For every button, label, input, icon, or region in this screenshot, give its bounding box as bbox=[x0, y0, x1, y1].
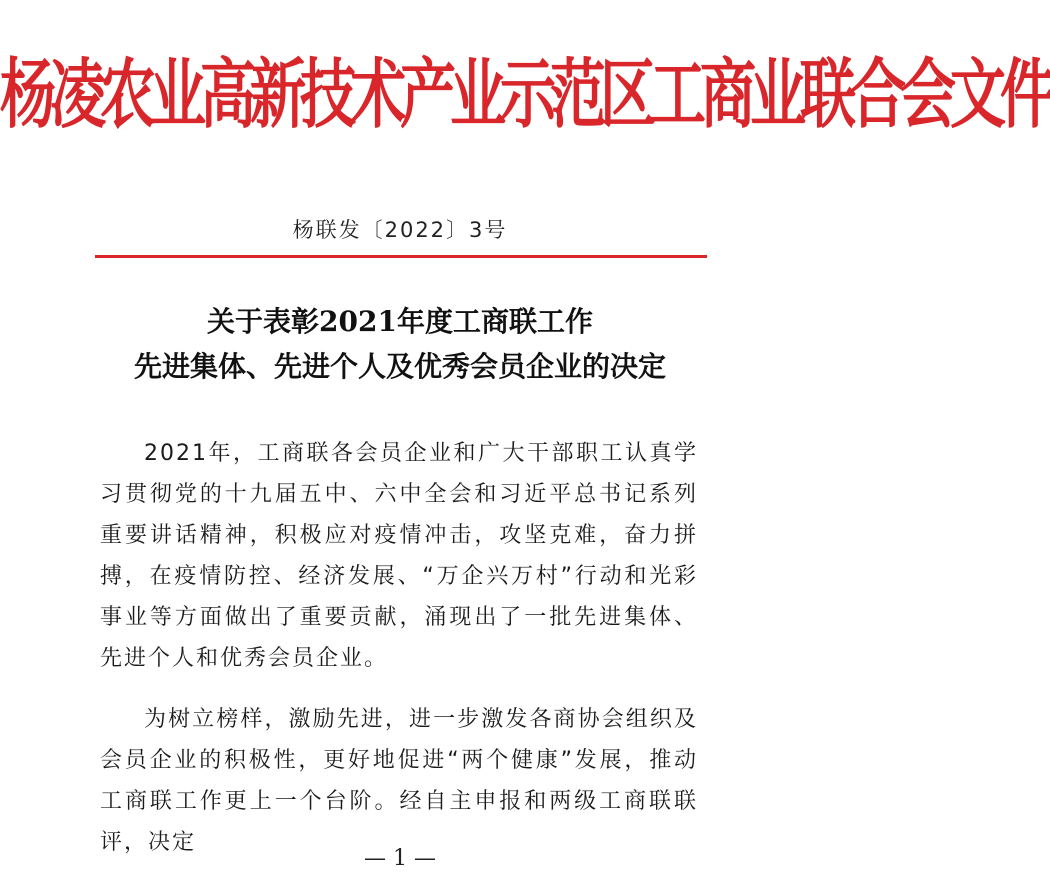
body-paragraph-2: 为树立榜样，激励先进，进一步激发各商协会组织及会员企业的积极性，更好地促进“两个健康”发展，推动工商联工作更上一个台阶。经自主申报和两级工商联联评，决定 bbox=[100, 707, 698, 855]
document-title-line-1: 关于表彰2021年度工商联工作 bbox=[207, 305, 593, 338]
red-divider-line bbox=[95, 255, 707, 258]
page-number: — 1 — bbox=[364, 846, 436, 871]
document-number: 杨联发〔2022〕3号 bbox=[292, 218, 508, 242]
body-paragraph-1: 2021年，工商联各会员企业和广大干部职工认真学习贯彻党的十九届五中、六中全会和习近平总书记系列重要讲话精神，积极应对疫情冲击，攻坚克难，奋力拼搏，在疫情防控、经济发展、“万企兴万村”行动和光彩事业等方面做出了重要贡献，涌现出了一批先进集体、先进个人和优秀会员企业。 bbox=[100, 441, 698, 671]
issuer-masthead: 杨凌农业高新技术产业示范区工商业联合会文件 bbox=[0, 50, 1050, 140]
document-title-line-2: 先进集体、先进个人及优秀会员企业的决定 bbox=[133, 350, 666, 383]
